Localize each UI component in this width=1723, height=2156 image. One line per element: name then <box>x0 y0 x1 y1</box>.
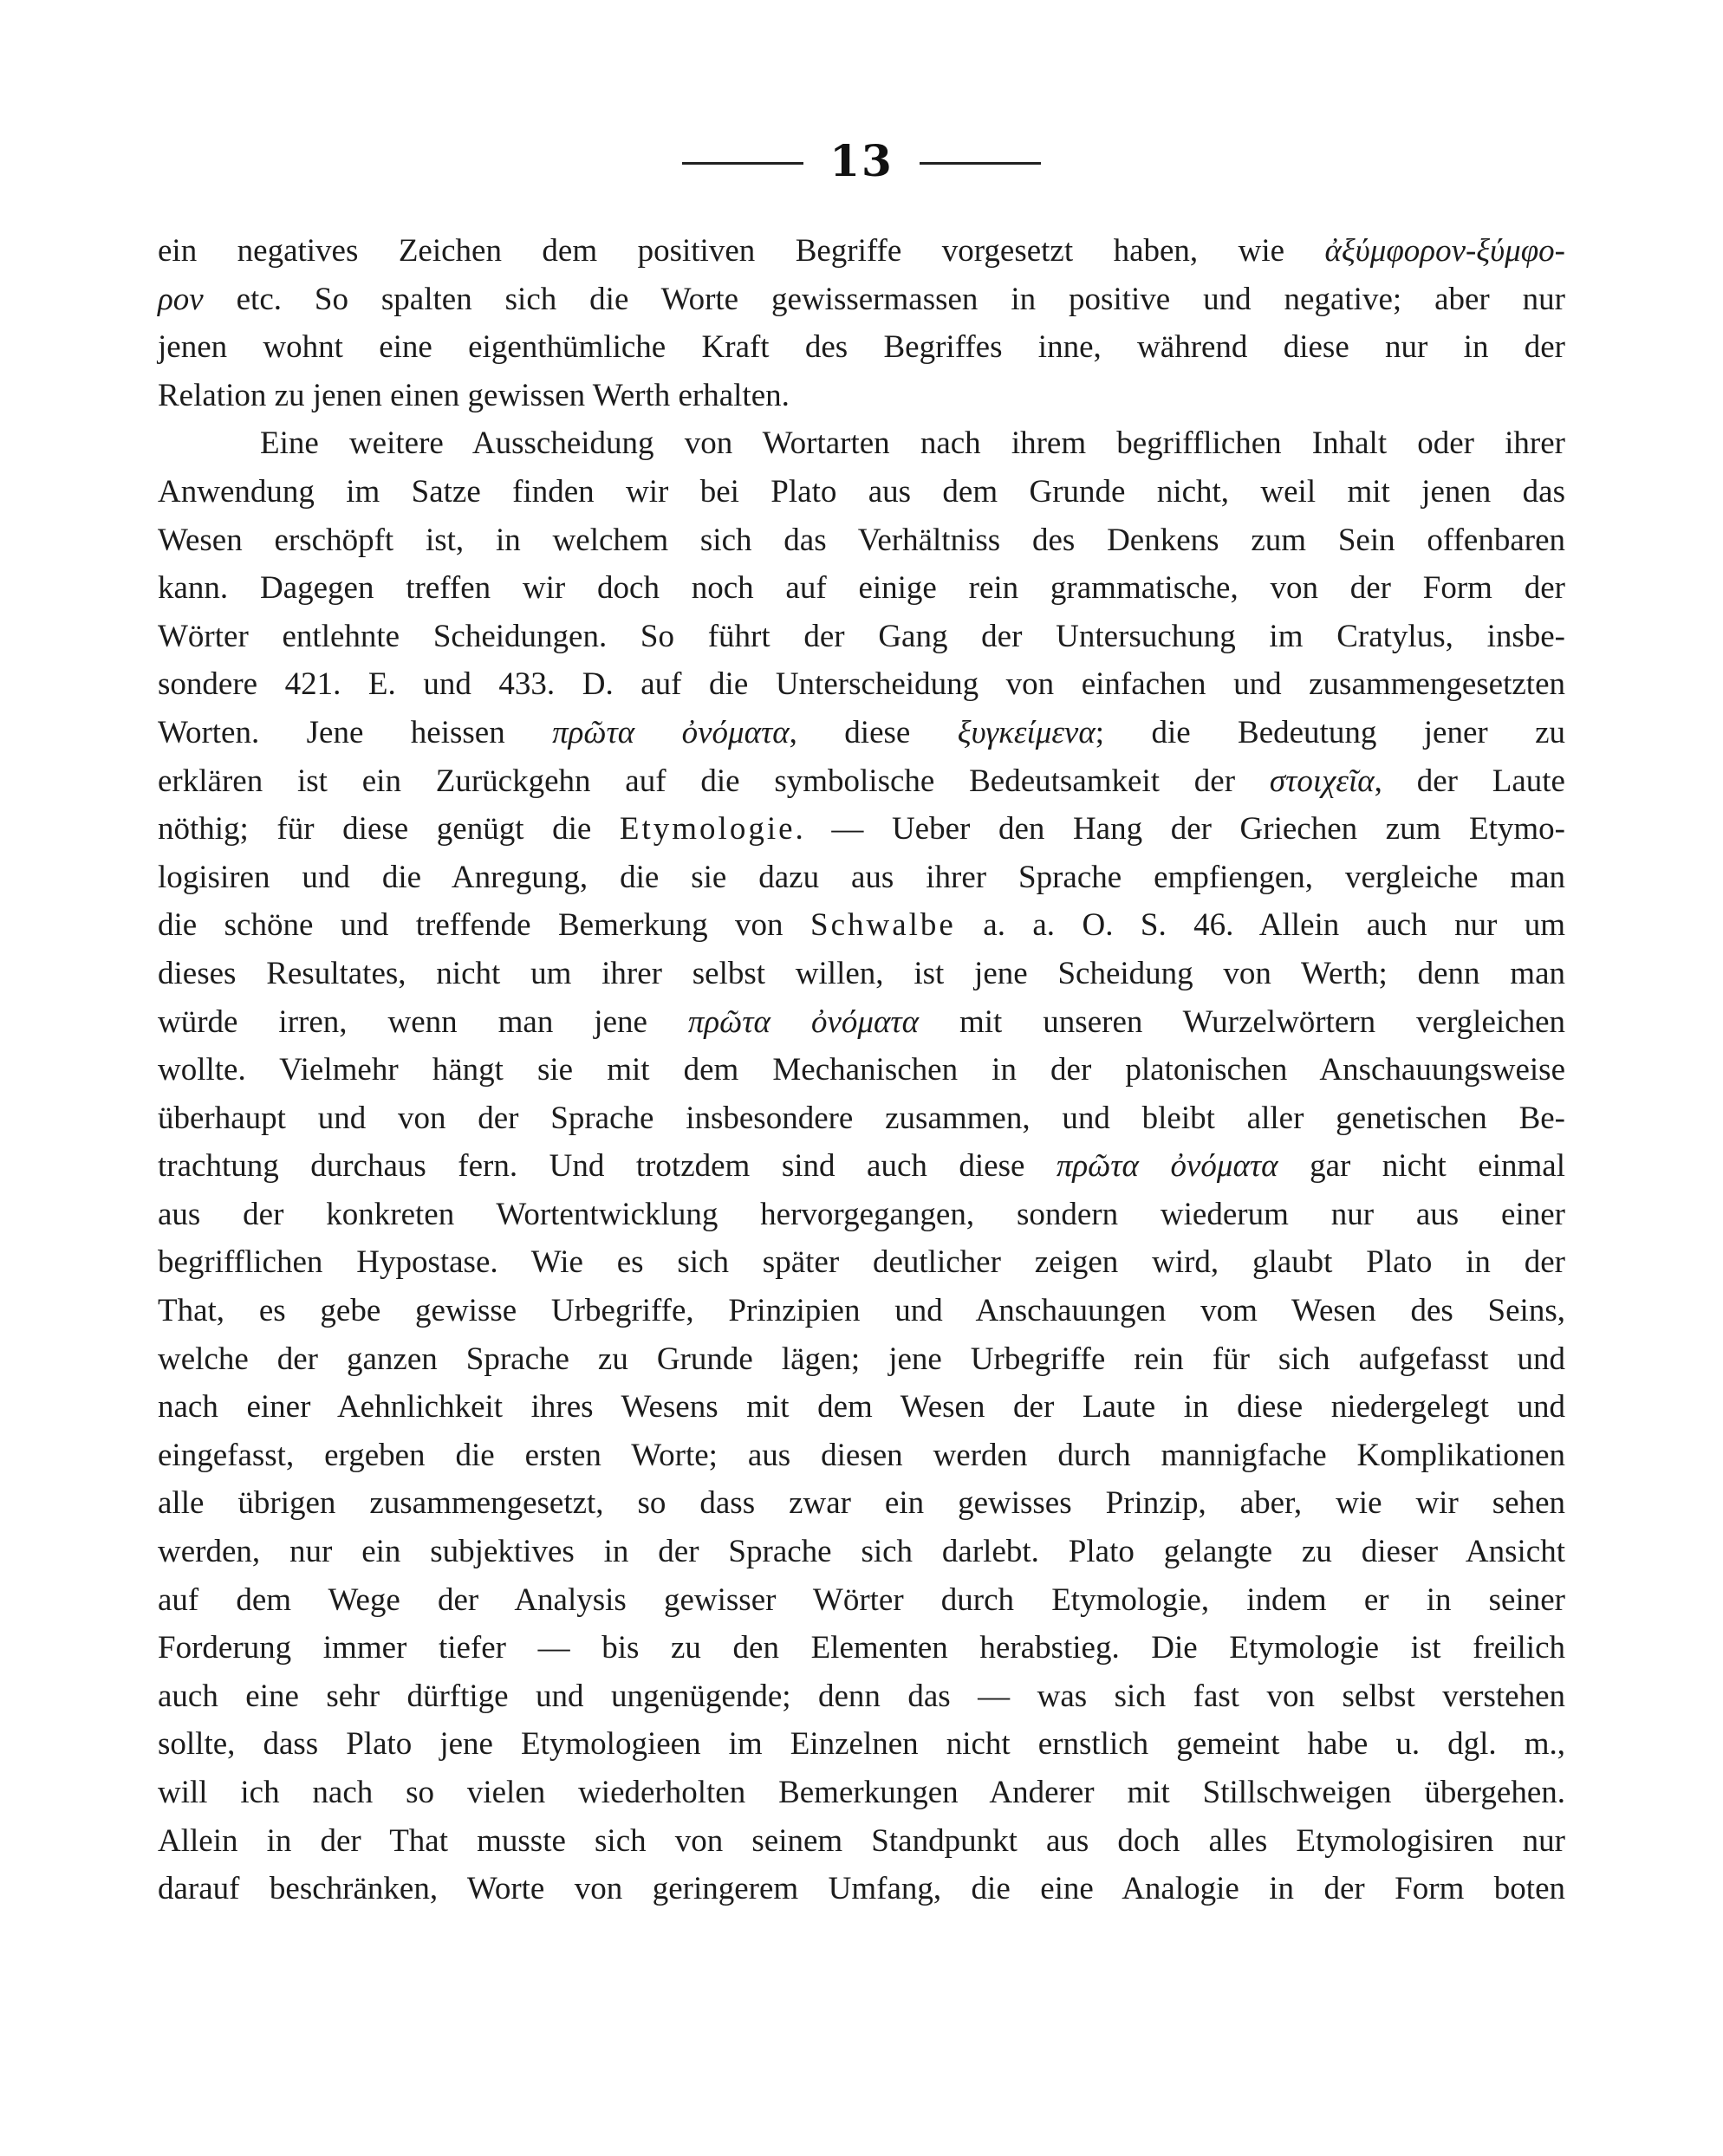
text-line <box>158 1383 1565 1432</box>
text-segment: nöthig; für diese genügt die <box>158 811 620 847</box>
text-segment: , der Laute <box>1374 763 1565 799</box>
text-segment: dieses Resultates, nicht um ihrer selbst willen, ist jene Scheidung von Werth; denn man <box>158 955 1565 991</box>
text-segment: gar nicht einmal <box>1278 1148 1565 1185</box>
text-segment: logisiren und die Anregung, die sie dazu aus ihrer Sprache empfiengen, vergleiche man <box>158 859 1565 895</box>
text-segment: Anwendung im Satze finden wir bei Plato aus dem Grunde nicht, weil mit jenen das <box>158 473 1565 510</box>
text-segment: Forderung immer tiefer — bis zu den Elementen herabstieg. Die Etymologie ist freilich <box>158 1630 1565 1666</box>
text-segment: auf dem Wege der Analysis gewisser Wörter durch Etymologie, indem er in seiner <box>158 1581 1565 1618</box>
body-text <box>158 227 1565 1913</box>
text-line <box>158 516 1565 565</box>
text-segment: ; die Bedeutung jener zu <box>1095 714 1566 750</box>
text-segment: nach einer Aehnlichkeit ihres Wesens mit dem Wesen der Laute in diese niedergelegt und <box>158 1389 1565 1425</box>
text-segment: Relation zu jenen einen gewissen Werth erhalten. <box>158 377 790 413</box>
text-line <box>158 998 1565 1047</box>
text-segment: würde irren, wenn man jene <box>158 1003 688 1040</box>
text-line <box>158 1576 1565 1625</box>
text-line <box>158 372 1565 420</box>
text-segment: überhaupt und von der Sprache insbesondere zusammen, und bleibt aller genetischen Be- <box>158 1100 1565 1136</box>
text-segment: alle übrigen zusammengesetzt, so dass zwar ein gewisses Prinzip, aber, wie wir sehen <box>158 1485 1565 1522</box>
text-segment: Wesen erschöpft ist, in welchem sich das Verhältniss des Denkens zum Sein offenbaren <box>158 522 1565 558</box>
text-segment: trachtung durchaus fern. Und trotzdem sind auch diese <box>158 1148 1057 1185</box>
text-line <box>158 276 1565 324</box>
text-segment: etc. So spalten sich die Worte gewissermassen in positive und negative; aber nur <box>203 281 1565 317</box>
text-line <box>158 1142 1565 1191</box>
page-header <box>0 130 1723 191</box>
text-line <box>158 419 1565 468</box>
text-segment: welche der ganzen Sprache zu Grunde lägen; jene Urbegriffe rein für sich aufgefasst und <box>158 1341 1565 1377</box>
text-line <box>158 1046 1565 1094</box>
text-line <box>158 1624 1565 1672</box>
text-line <box>158 1287 1565 1335</box>
text-line <box>158 1720 1565 1769</box>
text-segment: sondere 421. E. und 433. D. auf die Unterscheidung von einfachen und zusammengesetzten <box>158 666 1565 703</box>
greek-term: ἀξύμφορον-ξύμφο- <box>1324 233 1565 269</box>
text-line <box>158 1817 1565 1866</box>
text-line <box>158 1769 1565 1817</box>
text-segment: Eine weitere Ausscheidung von Wortarten nach ihrem begrifflichen Inhalt oder ihrer <box>260 425 1565 462</box>
text-line <box>158 950 1565 998</box>
text-segment: darauf beschränken, Worte von geringerem Umfang, die eine Analogie in der Form boten <box>158 1871 1565 1907</box>
text-line <box>158 901 1565 950</box>
text-line <box>158 564 1565 613</box>
text-segment: . — Ueber den Hang der Griechen zum Etymo- <box>795 811 1565 847</box>
text-line <box>158 613 1565 661</box>
greek-term: πρῶτα ὀνόματα <box>1056 1148 1278 1185</box>
text-segment: Worten. Jene heissen <box>158 714 553 750</box>
text-line <box>158 854 1565 902</box>
text-line <box>158 323 1565 372</box>
text-line <box>158 1094 1565 1143</box>
text-segment: werden, nur ein subjektives in der Sprache sich darlebt. Plato gelangte zu dieser Ansicht <box>158 1534 1565 1570</box>
spaced-term: Schwalbe <box>810 907 956 944</box>
greek-term: ξυγκείμενα <box>957 714 1096 750</box>
text-segment: , diese <box>789 714 958 750</box>
text-segment: mit unseren Wurzelwörtern vergleichen <box>919 1003 1566 1040</box>
text-segment: begrifflichen Hypostase. Wie es sich später deutlicher zeigen wird, glaubt Plato in der <box>158 1244 1565 1281</box>
text-line <box>158 1865 1565 1913</box>
text-line <box>158 660 1565 709</box>
greek-term: στοιχεῖα <box>1269 763 1375 799</box>
text-segment: erklären ist ein Zurückgehn auf die symbolische Bedeutsamkeit der <box>158 763 1270 799</box>
text-line <box>158 1238 1565 1287</box>
text-line <box>158 709 1565 757</box>
greek-term: πρῶτα ὀνόματα <box>687 1003 920 1040</box>
text-segment: auch eine sehr dürftige und ungenügende; denn das — was sich fast von selbst verstehen <box>158 1678 1565 1714</box>
header-rule-left <box>682 162 803 165</box>
text-segment: sollte, dass Plato jene Etymologieen im Einzelnen nicht ernstlich gemeint habe u. dgl. m., <box>158 1726 1565 1763</box>
text-line <box>158 1335 1565 1384</box>
text-line <box>158 1191 1565 1239</box>
text-segment: wollte. Vielmehr hängt sie mit dem Mechanischen in der platonischen Anschauungsweise <box>158 1052 1565 1088</box>
text-segment: eingefasst, ergeben die ersten Worte; aus diesen werden durch mannigfache Komplikationen <box>158 1437 1565 1473</box>
header-rule-right <box>920 162 1041 165</box>
text-segment: jenen wohnt eine eigenthümliche Kraft des Begriffes inne, während diese nur in der <box>158 329 1565 366</box>
text-segment: a. a. O. S. 46. Allein auch nur um <box>955 907 1566 944</box>
text-segment: ein negatives Zeichen dem positiven Begriffe vorgesetzt haben, wie <box>158 233 1325 269</box>
spaced-term: Etymologie <box>619 811 796 847</box>
text-line <box>158 757 1565 806</box>
text-segment: kann. Dagegen treffen wir doch noch auf einige rein grammatische, von der Form der <box>158 570 1565 607</box>
text-segment: will ich nach so vielen wiederholten Bemerkungen Anderer mit Stillschweigen übergehen. <box>158 1775 1565 1810</box>
text-line <box>158 805 1565 854</box>
text-segment: That, es gebe gewisse Urbegriffe, Prinzipien und Anschauungen vom Wesen des Seins, <box>158 1293 1565 1329</box>
text-line <box>158 1432 1565 1480</box>
text-segment: Allein in der That musste sich von seinem Standpunkt aus doch alles Etymologisiren nur <box>158 1822 1565 1859</box>
text-line <box>158 1479 1565 1528</box>
text-line <box>158 227 1565 276</box>
text-line <box>158 468 1565 516</box>
greek-term: πρῶτα ὀνόματα <box>552 714 790 750</box>
text-line <box>158 1528 1565 1576</box>
page-number: 13 <box>829 134 894 186</box>
text-segment: die schöne und treffende Bemerkung von <box>158 907 810 944</box>
greek-term: ρον <box>158 281 204 317</box>
text-line <box>158 1672 1565 1721</box>
text-segment: aus der konkreten Wortentwicklung hervorgegangen, sondern wiederum nur aus einer <box>158 1196 1565 1232</box>
text-segment: Wörter entlehnte Scheidungen. So führt der Gang der Untersuchung im Cratylus, insbe- <box>158 618 1565 654</box>
